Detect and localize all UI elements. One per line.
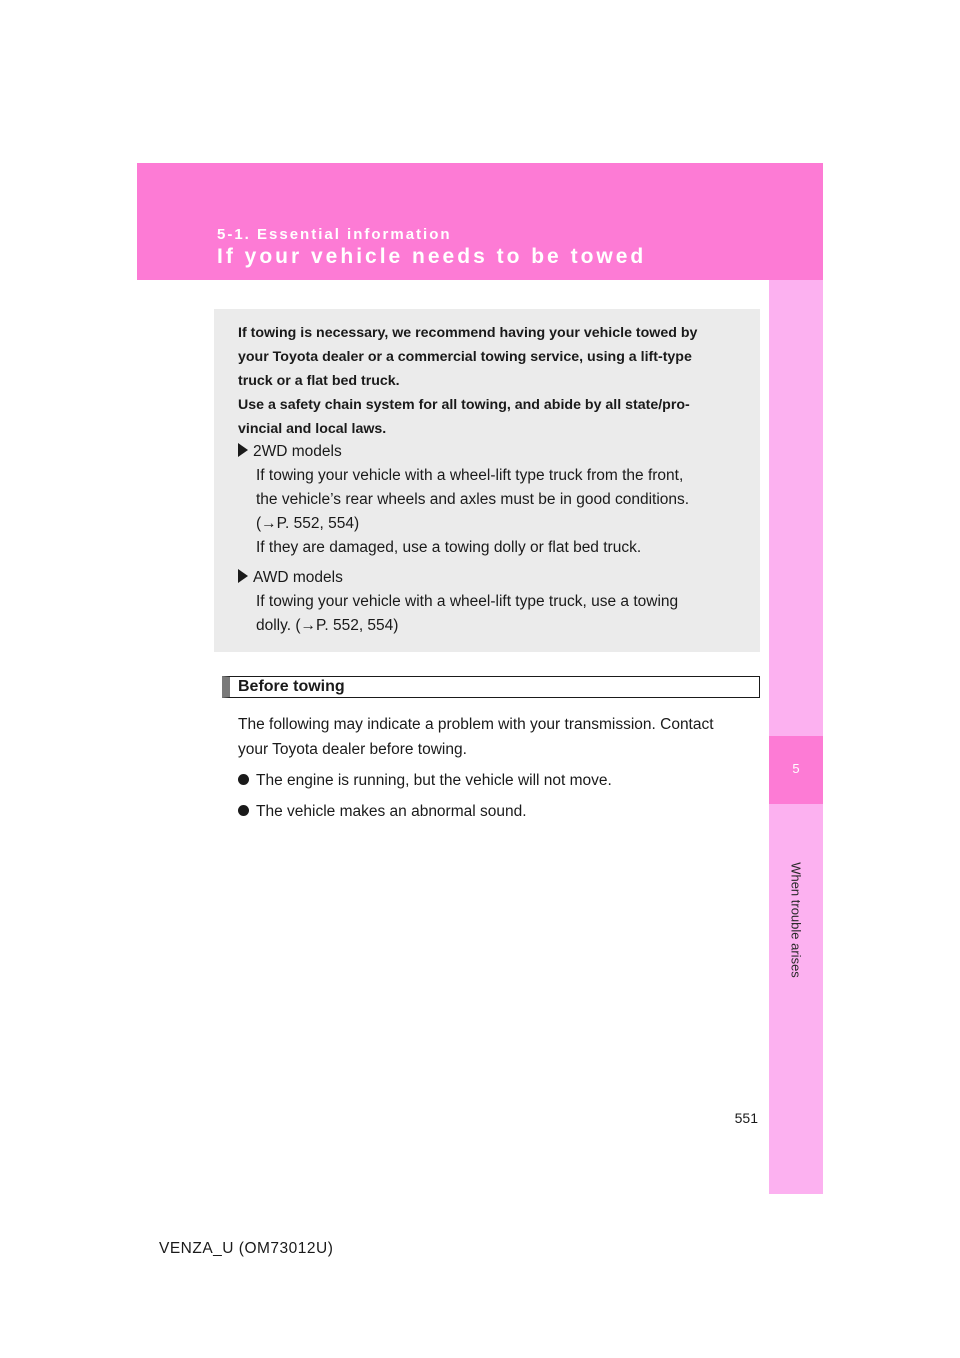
chapter-side-tab[interactable] [769, 280, 823, 1194]
document-footer: VENZA_U (OM73012U) [159, 1240, 334, 1257]
model-awd [238, 566, 738, 638]
model-line: If towing your vehicle with a wheel-lift type truck, use a towing [256, 593, 679, 610]
page-number: 551 [734, 1110, 758, 1126]
triangle-arrow-icon [238, 569, 248, 583]
body-paragraph [238, 712, 760, 762]
intro-box [214, 309, 760, 652]
section-heading-bar [222, 676, 760, 698]
model-line: If they are damaged, use a towing dolly or flat bed truck. [256, 539, 642, 556]
model-description [238, 464, 738, 560]
chapter-number: 5 [792, 761, 800, 776]
model-title-text: 2WD models [253, 443, 342, 460]
body-line: your Toyota dealer before towing. [238, 741, 467, 758]
model-line: the vehicle’s rear wheels and axles must be in good conditions. [256, 491, 690, 508]
list-item [238, 799, 758, 824]
bullet-icon [238, 774, 249, 785]
page-reference[interactable]: (→P. 552, 554) [256, 515, 360, 532]
intro-line: vincial and local laws. [238, 421, 387, 437]
model-line: If towing your vehicle with a wheel-lift type truck from the front, [256, 467, 684, 484]
intro-line: your Toyota dealer or a commercial towing service, using a lift-type [238, 349, 692, 365]
model-title-text: AWD models [253, 569, 343, 586]
section-heading: Before towing [238, 678, 345, 695]
intro-line: truck or a flat bed truck. [238, 373, 400, 389]
chapter-number-block [769, 736, 823, 804]
model-title [238, 566, 738, 590]
intro-line: Use a safety chain system for all towing, and abide by all state/pro- [238, 397, 690, 413]
list-item [238, 768, 758, 793]
bullet-icon [238, 805, 249, 816]
model-description [238, 590, 738, 638]
body-line: The following may indicate a problem with your transmission. Contact [238, 716, 714, 733]
chapter-label: When trouble arises [788, 862, 804, 978]
intro-line: If towing is necessary, we recommend having your vehicle towed by [238, 325, 698, 341]
page-reference[interactable]: dolly. (→P. 552, 554) [256, 617, 399, 634]
triangle-arrow-icon [238, 443, 248, 457]
section-label: 5-1. Essential information [217, 226, 452, 243]
header-band [137, 163, 823, 280]
page-title: If your vehicle needs to be towed [217, 245, 647, 268]
model-title [238, 440, 738, 464]
list-item-text: The vehicle makes an abnormal sound. [256, 803, 527, 820]
intro-text [238, 321, 738, 441]
model-2wd [238, 440, 738, 560]
list-item-text: The engine is running, but the vehicle will not move. [256, 772, 612, 789]
